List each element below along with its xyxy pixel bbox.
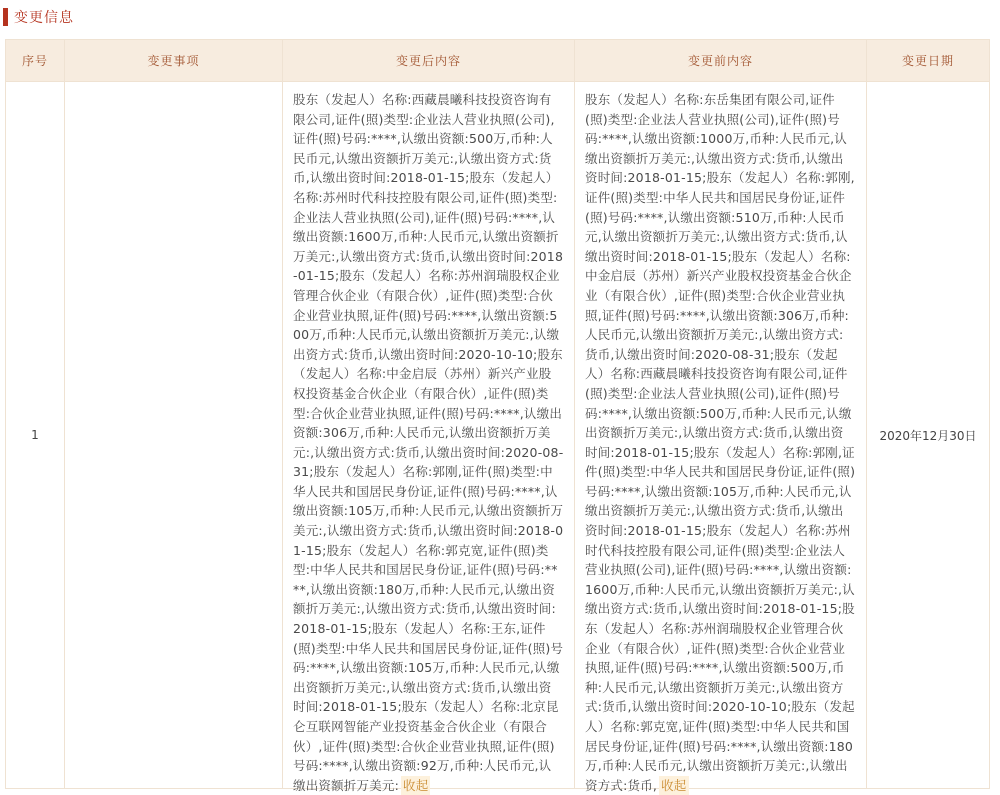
header-after: 变更后内容 <box>283 40 575 82</box>
collapse-link-after[interactable]: 收起 <box>401 776 430 795</box>
before-content-wrapper <box>585 90 856 793</box>
section-header <box>0 4 74 30</box>
before-content-text: 股东（发起人）名称:东岳集团有限公司,证件(照)类型:企业法人营业执照(公司),证件(照)号码:****,认缴出资额:1000万,币种:人民币元,认缴出资额折万美元:,认缴出资方式:货币,认缴出资时间:2018-01-15;股东（发起人）名称:郭刚,证件(照)类型:中华人民共和国居民身份证,证件(照)号码:****,认缴出资额:510万,币种:人民币元,认缴出资额折万美元:,认缴出资方式:货币,认缴出资时间:2018-01-15;股东（发起人）名称:中金启辰（苏州）新兴产业股权投资基金合伙企业（有限合伙）,证件(照)类型:合伙企业营业执照,证件(照)号码:****,认缴出资额:306万,币种:人民币元,认缴出资额折万美元:,认缴出资方式:货币,认缴出资时间:2020-08-31;股东（发起人）名称:西藏晨曦科技投资咨询有限公司,证件(照)类型:企业法人营业执照(公司),证件(照)号码:****,认缴出资额:500万,币种:人民币元,认缴出资额折万美元:,认缴出资方式:货币,认缴出资时间:2018-01-15;股东（发起人）名称:郭刚,证件(照)类型:中华人民共和国居民身份证,证件(照)号码:****,认缴出资额:105万,币种:人民币元,认缴出资额折万美元:,认缴出资方式:货币,认缴出资时间:2018-01-15;股东（发起人）名称:苏州时代科技控股有限公司,证件(照)类型:企业法人营业执照(公司),证件(照)号码:****,认缴出资额:1600万,币种:人民币元,认缴出资额折万美元:,认缴出资方式:货币,认缴出资时间:2018-01-15;股东（发起人）名称:苏州润瑞股权企业管理合伙企业（有限合伙）,证件(照)类型:合伙企业营业执照,证件(照)号码:****,认缴出资额:500万,币种:人民币元,认缴出资额折万美元:,认缴出资方式:货币,认缴出资时间:2020-10-10;股东（发起人）名称:郭克宽,证件(照)类型:中华人民共和国居民身份证,证件(照)号码:****,认缴出资额:180万,币种:人民币元,认缴出资额折万美元:,认缴出资方式:货币, <box>585 92 856 793</box>
collapse-link-before[interactable]: 收起 <box>659 776 688 795</box>
table-header-row <box>6 40 990 82</box>
change-info-table <box>5 39 990 793</box>
header-item: 变更事项 <box>65 40 283 82</box>
header-before: 变更前内容 <box>575 40 867 82</box>
after-content-text: 股东（发起人）名称:西藏晨曦科技投资咨询有限公司,证件(照)类型:企业法人营业执照(公司),证件(照)号码:****,认缴出资额:500万,币种:人民币元,认缴出资额折万美元:,认缴出资方式:货币,认缴出资时间:2018-01-15;股东（发起人）名称:苏州时代科技控股有限公司,证件(照)类型:企业法人营业执照(公司),证件(照)号码:****,认缴出资额:1600万,币种:人民币元,认缴出资额折万美元:,认缴出资方式:货币,认缴出资时间:2018-01-15;股东（发起人）名称:苏州润瑞股权企业管理合伙企业（有限合伙）,证件(照)类型:合伙企业营业执照,证件(照)号码:****,认缴出资额:500万,币种:人民币元,认缴出资额折万美元:,认缴出资方式:货币,认缴出资时间:2020-10-10;股东（发起人）名称:中金启辰（苏州）新兴产业股权投资基金合伙企业（有限合伙）,证件(照)类型:合伙企业营业执照,证件(照)号码:****,认缴出资额:306万,币种:人民币元,认缴出资额折万美元:,认缴出资方式:货币,认缴出资时间:2020-08-31;股东（发起人）名称:郭刚,证件(照)类型:中华人民共和国居民身份证,证件(照)号码:****,认缴出资额:105万,币种:人民币元,认缴出资额折万美元:,认缴出资方式:货币,认缴出资时间:2018-01-15;股东（发起人）名称:郭克宽,证件(照)类型:中华人民共和国居民身份证,证件(照)号码:****,认缴出资额:180万,币种:人民币元,认缴出资额折万美元:,认缴出资方式:货币,认缴出资时间:2018-01-15;股东（发起人）名称:王东,证件(照)类型:中华人民共和国居民身份证,证件(照)号码:****,认缴出资额:105万,币种:人民币元,认缴出资额折万美元:,认缴出资方式:货币,认缴出资时间:2018-01-15;股东（发起人）名称:北京昆仑互联网智能产业投资基金合伙企业（有限合伙）,证件(照)类型:合伙企业营业执照,证件(照)号码:****,认缴出资额:92万,币种:人民币元,认缴出资额折万美元: <box>293 92 564 793</box>
table-row <box>6 82 990 789</box>
section-title: 变更信息 <box>14 10 74 26</box>
after-content-wrapper <box>293 90 564 793</box>
cell-seq: 1 <box>6 82 65 789</box>
cell-before <box>575 82 867 793</box>
title-accent-bar <box>3 8 8 26</box>
header-seq: 序号 <box>6 40 65 82</box>
cell-after <box>283 82 575 793</box>
cell-date: 2020年12月30日 <box>867 82 990 789</box>
cell-item <box>65 82 283 789</box>
header-date: 变更日期 <box>867 40 990 82</box>
